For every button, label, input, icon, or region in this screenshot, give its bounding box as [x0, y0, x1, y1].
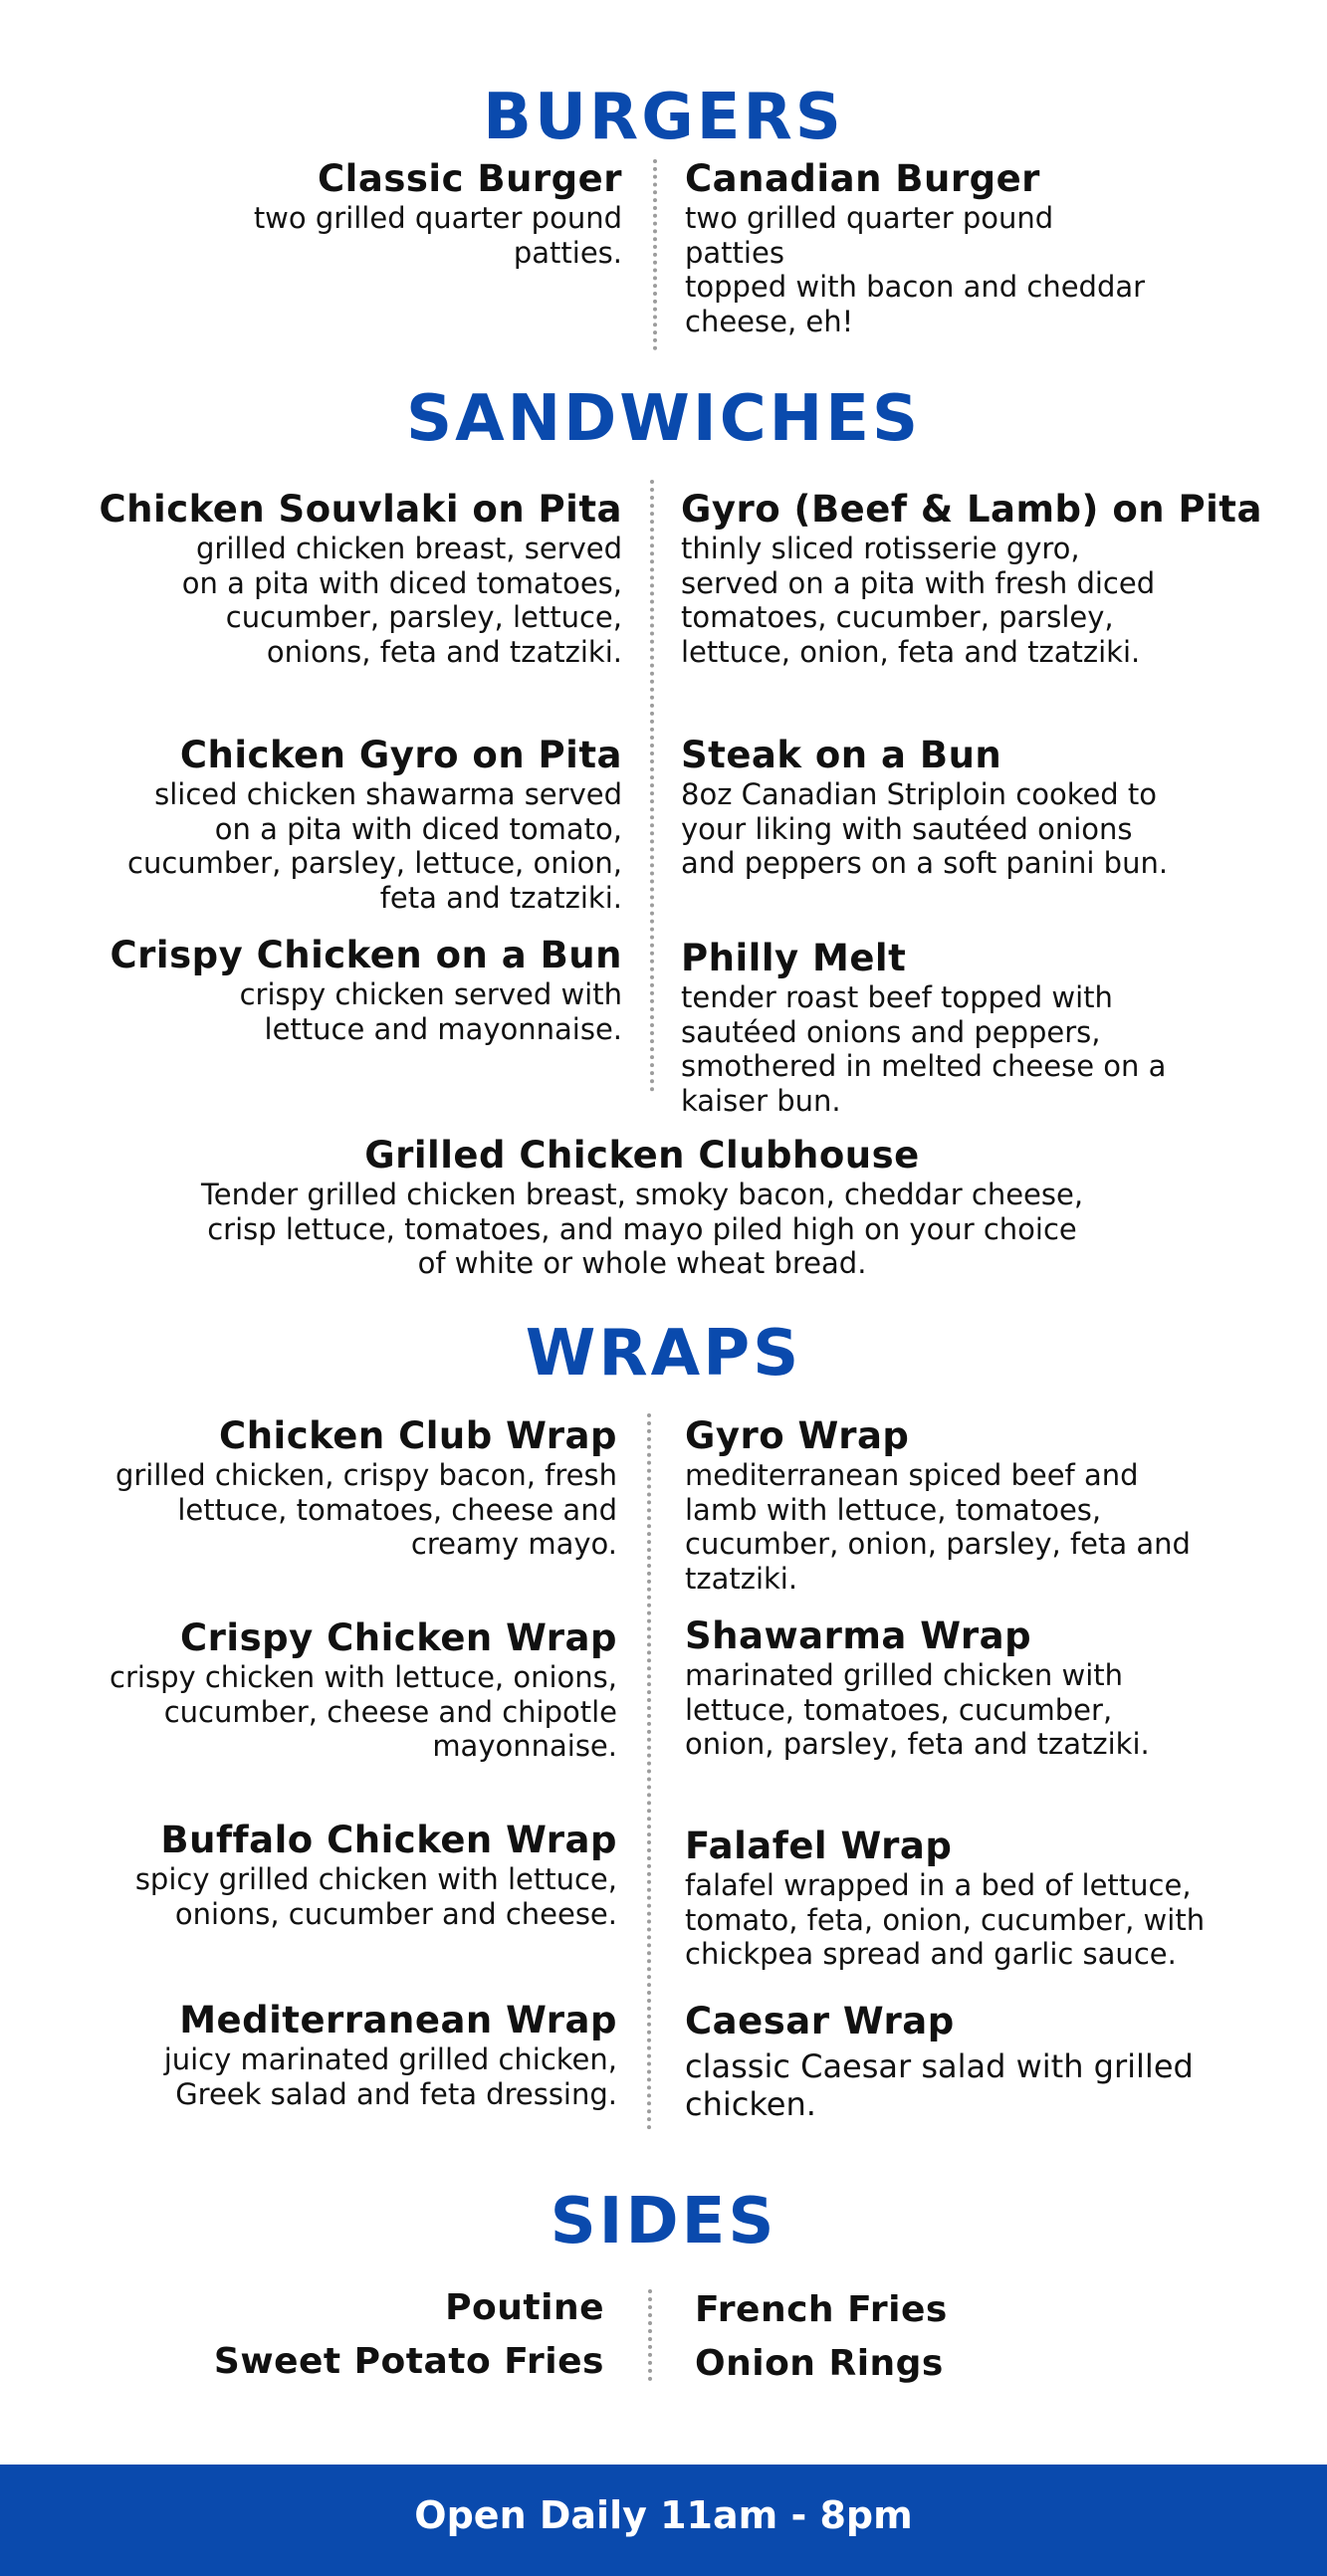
item-name: Crispy Chicken on a Bun [110, 934, 622, 976]
sandwiches-divider [650, 480, 654, 1092]
sides-heading: SIDES [550, 2185, 777, 2258]
side-item-poutine: Poutine [445, 2287, 604, 2328]
menu-item-falafel-wrap [685, 1825, 1205, 1972]
item-description: two grilled quarter pound patties topped with bacon and cheddar cheese, eh! [685, 201, 1146, 338]
item-name: Shawarma Wrap [685, 1614, 1032, 1657]
item-name: Buffalo Chicken Wrap [160, 1819, 617, 1861]
item-description: grilled chicken, crispy bacon, fresh lettuce, tomatoes, cheese and creamy mayo. [114, 1458, 617, 1561]
wraps-divider [647, 1413, 651, 2130]
menu-item-mediterranean-wrap [164, 1999, 617, 2111]
sides-left-list [214, 2281, 604, 2389]
item-description: spicy grilled chicken with lettuce, onions, cucumber and cheese. [134, 1862, 617, 1931]
menu-item-classic-burger [254, 157, 622, 270]
side-item-sweet-potato-fries: Sweet Potato Fries [213, 2341, 604, 2382]
item-name: Chicken Souvlaki on Pita [99, 488, 622, 531]
item-description: classic Caesar salad with grilled chicken. [685, 2047, 1194, 2123]
item-name: Caesar Wrap [685, 2000, 955, 2042]
item-name: Classic Burger [318, 157, 622, 200]
item-name: Gyro (Beef & Lamb) on Pita [681, 488, 1262, 531]
footer-banner [0, 2465, 1327, 2576]
burgers-heading: BURGERS [483, 81, 844, 154]
item-name: Chicken Gyro on Pita [179, 734, 622, 776]
item-description: thinly sliced rotisserie gyro, served on a pita with fresh diced tomatoes, cucumber, parsley, lettuce, onion, feta and tzatziki. [681, 532, 1156, 669]
item-description: 8oz Canadian Striploin cooked to your liking with sautéed onions and peppers on a soft panini bun. [681, 777, 1169, 880]
item-description: sliced chicken shawarma served on a pita with diced tomato, cucumber, parsley, lettuce, onion, feta and tzatziki. [127, 777, 622, 915]
menu-item-steak-bun [681, 734, 1168, 881]
menu-item-gyro-beef-lamb-pita [681, 488, 1262, 669]
item-description: Tender grilled chicken breast, smoky bacon, cheddar cheese, crisp lettuce, tomatoes, and mayo piled high on your choice of white or whole wheat bread. [200, 1178, 1084, 1280]
item-description: tender roast beef topped with sautéed onions and peppers, smothered in melted cheese on a kaiser bun. [681, 980, 1167, 1118]
item-description: juicy marinated grilled chicken, Greek salad and feta dressing. [163, 2042, 617, 2111]
menu-item-gyro-wrap [685, 1414, 1191, 1596]
item-name: Gyro Wrap [685, 1414, 910, 1457]
menu-item-crispy-chicken-bun [110, 934, 622, 1046]
wraps-heading: WRAPS [525, 1317, 802, 1391]
item-name: Crispy Chicken Wrap [180, 1616, 617, 1659]
side-item-onion-rings: Onion Rings [695, 2343, 944, 2384]
item-name: Canadian Burger [685, 157, 1040, 200]
item-description: falafel wrapped in a bed of lettuce, tomato, feta, onion, cucumber, with chickpea spread and garlic sauce. [685, 1868, 1206, 1971]
item-description: crispy chicken served with lettuce and mayonnaise. [239, 977, 622, 1046]
sides-right-list [695, 2283, 948, 2391]
burgers-divider [653, 159, 657, 350]
item-description: two grilled quarter pound patties. [253, 201, 622, 270]
menu-item-chicken-club-wrap [115, 1414, 617, 1562]
item-description: marinated grilled chicken with lettuce, tomatoes, cucumber, onion, parsley, feta and tzatziki. [685, 1658, 1150, 1761]
menu-item-crispy-chicken-wrap [110, 1616, 617, 1764]
side-item-french-fries: French Fries [695, 2289, 948, 2330]
menu-item-buffalo-chicken-wrap [135, 1819, 617, 1931]
item-name: Chicken Club Wrap [219, 1414, 617, 1457]
menu-item-shawarma-wrap [685, 1614, 1150, 1762]
item-name: Philly Melt [681, 937, 907, 979]
item-name: Falafel Wrap [685, 1825, 953, 1867]
menu-item-chicken-gyro-pita [127, 734, 622, 915]
item-name: Grilled Chicken Clubhouse [364, 1134, 920, 1177]
sides-divider [648, 2289, 652, 2381]
menu-item-philly-melt [681, 937, 1166, 1118]
opening-hours: Open Daily 11am - 8pm [414, 2493, 913, 2537]
sandwiches-heading: SANDWICHES [405, 382, 922, 456]
item-name: Steak on a Bun [681, 734, 1002, 776]
menu-item-caesar-wrap [685, 2000, 1194, 2123]
item-description: grilled chicken breast, served on a pita with diced tomatoes, cucumber, parsley, lettuce, onions, feta and tzatziki. [181, 532, 622, 669]
item-name: Mediterranean Wrap [179, 1999, 617, 2041]
menu-item-chicken-souvlaki-pita [100, 488, 622, 669]
item-description: mediterranean spiced beef and lamb with lettuce, tomatoes, cucumber, onion, parsley, feta and tzatziki. [685, 1458, 1191, 1596]
menu-item-canadian-burger [685, 157, 1145, 338]
item-description: crispy chicken with lettuce, onions, cucumber, cheese and chipotle mayonnaise. [110, 1660, 617, 1763]
menu-item-grilled-chicken-clubhouse [0, 1134, 1284, 1281]
